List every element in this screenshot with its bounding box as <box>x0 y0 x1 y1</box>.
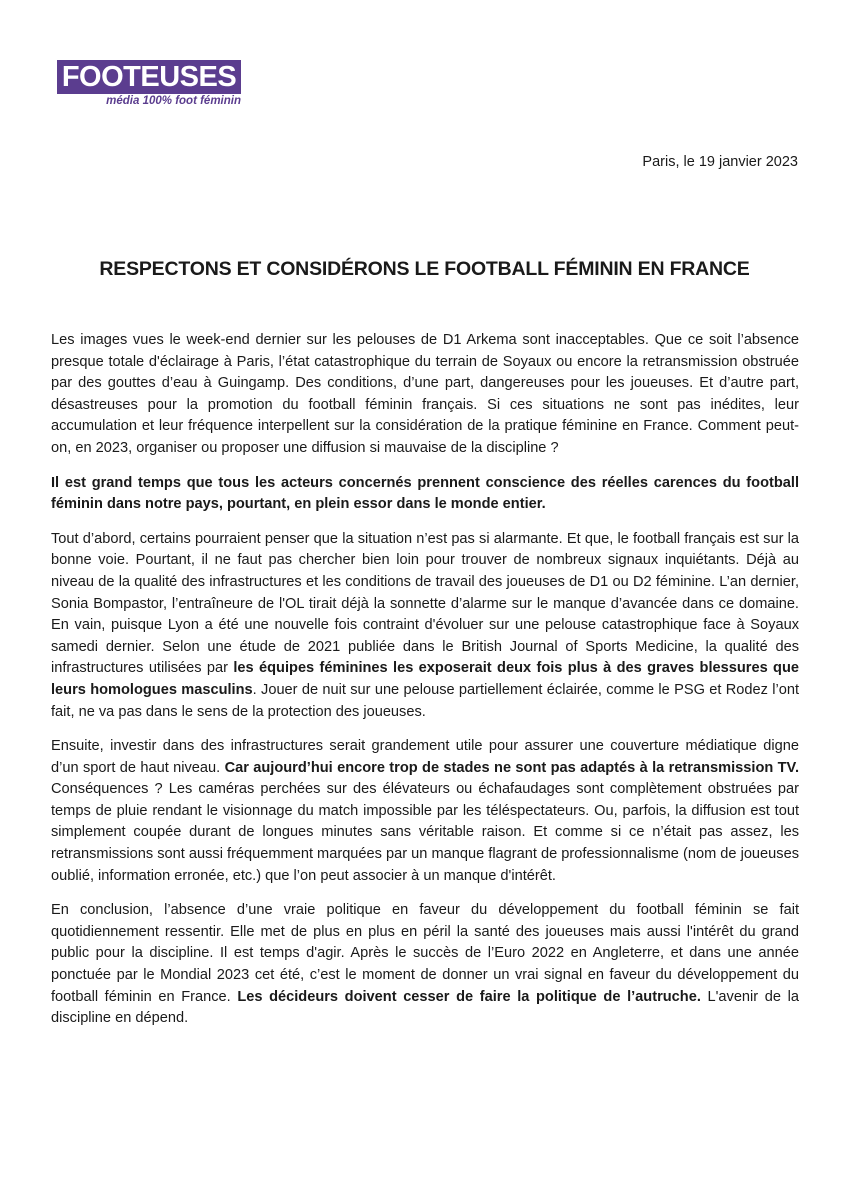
text-run: Ensuite, investir dans des infrastructures serait grandement utile pour assurer une couverture médiatique digne d’un sport de haut niveau. <box>51 738 799 776</box>
logo-tagline: média 100% foot féminin <box>106 95 241 107</box>
paragraph <box>51 529 799 723</box>
text-run: . Jouer de nuit sur une pelouse partiellement éclairée, comme le PSG et Rodez l’ont fait, ne va pas dans le sens de la protection des joueuses. <box>51 681 799 720</box>
paragraph <box>51 473 799 516</box>
text-run: Les images vues le week-end dernier sur les pelouses de D1 Arkema sont inacceptables. Que ce soit l’absence presque totale d'éclairage à Paris, l’état catastrophique du terrain de Soyaux ou encore la retransmission obstruée par des gouttes d’eau à Guingamp. Des conditions, d’une part, dangereuses pour les joueuses. Et d’autre part, désastreuses pour la promotion du football féminin français. Si ces situations ne sont pas inédites, leur accumulation et leur fréquence interpellent sur la considération de la pratique féminine en France. Comment peut-on, en 2023, organiser ou proposer une diffusion si mauvaise de la discipline ? <box>51 332 799 456</box>
text-run: En conclusion, l’absence d’une vraie politique en faveur du développement du football féminin se fait quotidiennement ressentir. Elle met de plus en plus en péril la santé des joueuses mais aussi l'intérêt du grand public pour la discipline. Il est temps d'agir. Après le succès de l’Euro 2022 en Angleterre, et dans une année ponctuée par le Mondial 2023 cet été, c’est le moment de donner un vrai signal en faveur du développement du football féminin en France. <box>51 902 799 1005</box>
paragraph <box>51 736 799 887</box>
paragraph <box>51 330 799 460</box>
text-run: L'avenir de la discipline en dépend. <box>51 988 800 1027</box>
bold-text-run: Car aujourd’hui encore trop de stades ne sont pas adaptés à la retransmission TV. <box>224 759 799 776</box>
text-run: Conséquences ? Les caméras perchées sur des élévateurs ou échafaudages sont complètement obstruées par temps de pluie rendant le visionnage du match impossible par les téléspectateurs. Ou, parfois, la diffusion est tout simplement coupée durant de longues minutes sans véritable raison. Et comme si ce n’était pas assez, les retransmissions sont aussi fréquemment marquées par un manque flagrant de professionnalisme (nom de joueuses oublié, information erronée, etc.) que l’on peut associer à un manque d'intérêt. <box>51 781 799 884</box>
bold-text-run: les équipes féminines les exposerait deux fois plus à des graves blessures que leurs homologues masculins <box>51 660 799 698</box>
footeuses-logo <box>57 60 241 107</box>
page-title: RESPECTONS ET CONSIDÉRONS LE FOOTBALL FÉMININ EN FRANCE <box>99 258 750 280</box>
paragraph <box>51 900 799 1030</box>
text-run: Tout d’abord, certains pourraient penser que la situation n’est pas si alarmante. Et que, le football français est sur la bonne voie. Pourtant, il ne faut pas chercher bien loin pour trouver de nombreux signaux inquiétants. Déjà au niveau de la qualité des infrastructures et les conditions de travail des joueuses de D1 ou D2 féminine. L’an dernier, Sonia Bompastor, l’entraîneure de l'OL tirait déjà la sonnette d’alarme sur le manque d’avancée dans ce domaine. En vain, puisque Lyon a été une nouvelle fois contraint d'évoluer sur une pelouse catastrophique face à Soyaux samedi dernier. Selon une étude de 2021 publiée dans le British Journal of Sports Medicine, la qualité des infrastructures utilisées par <box>51 530 799 677</box>
logo-wordmark: FOOTEUSES <box>57 60 241 94</box>
article-body <box>51 330 799 1043</box>
bold-text-run: Il est grand temps que tous les acteurs concernés prennent conscience des réelles carences du football féminin dans notre pays, pourtant, en plein essor dans le monde entier. <box>51 474 799 513</box>
bold-text-run: Les décideurs doivent cesser de faire la politique de l’autruche. <box>237 988 701 1005</box>
date-line: Paris, le 19 janvier 2023 <box>642 154 798 170</box>
